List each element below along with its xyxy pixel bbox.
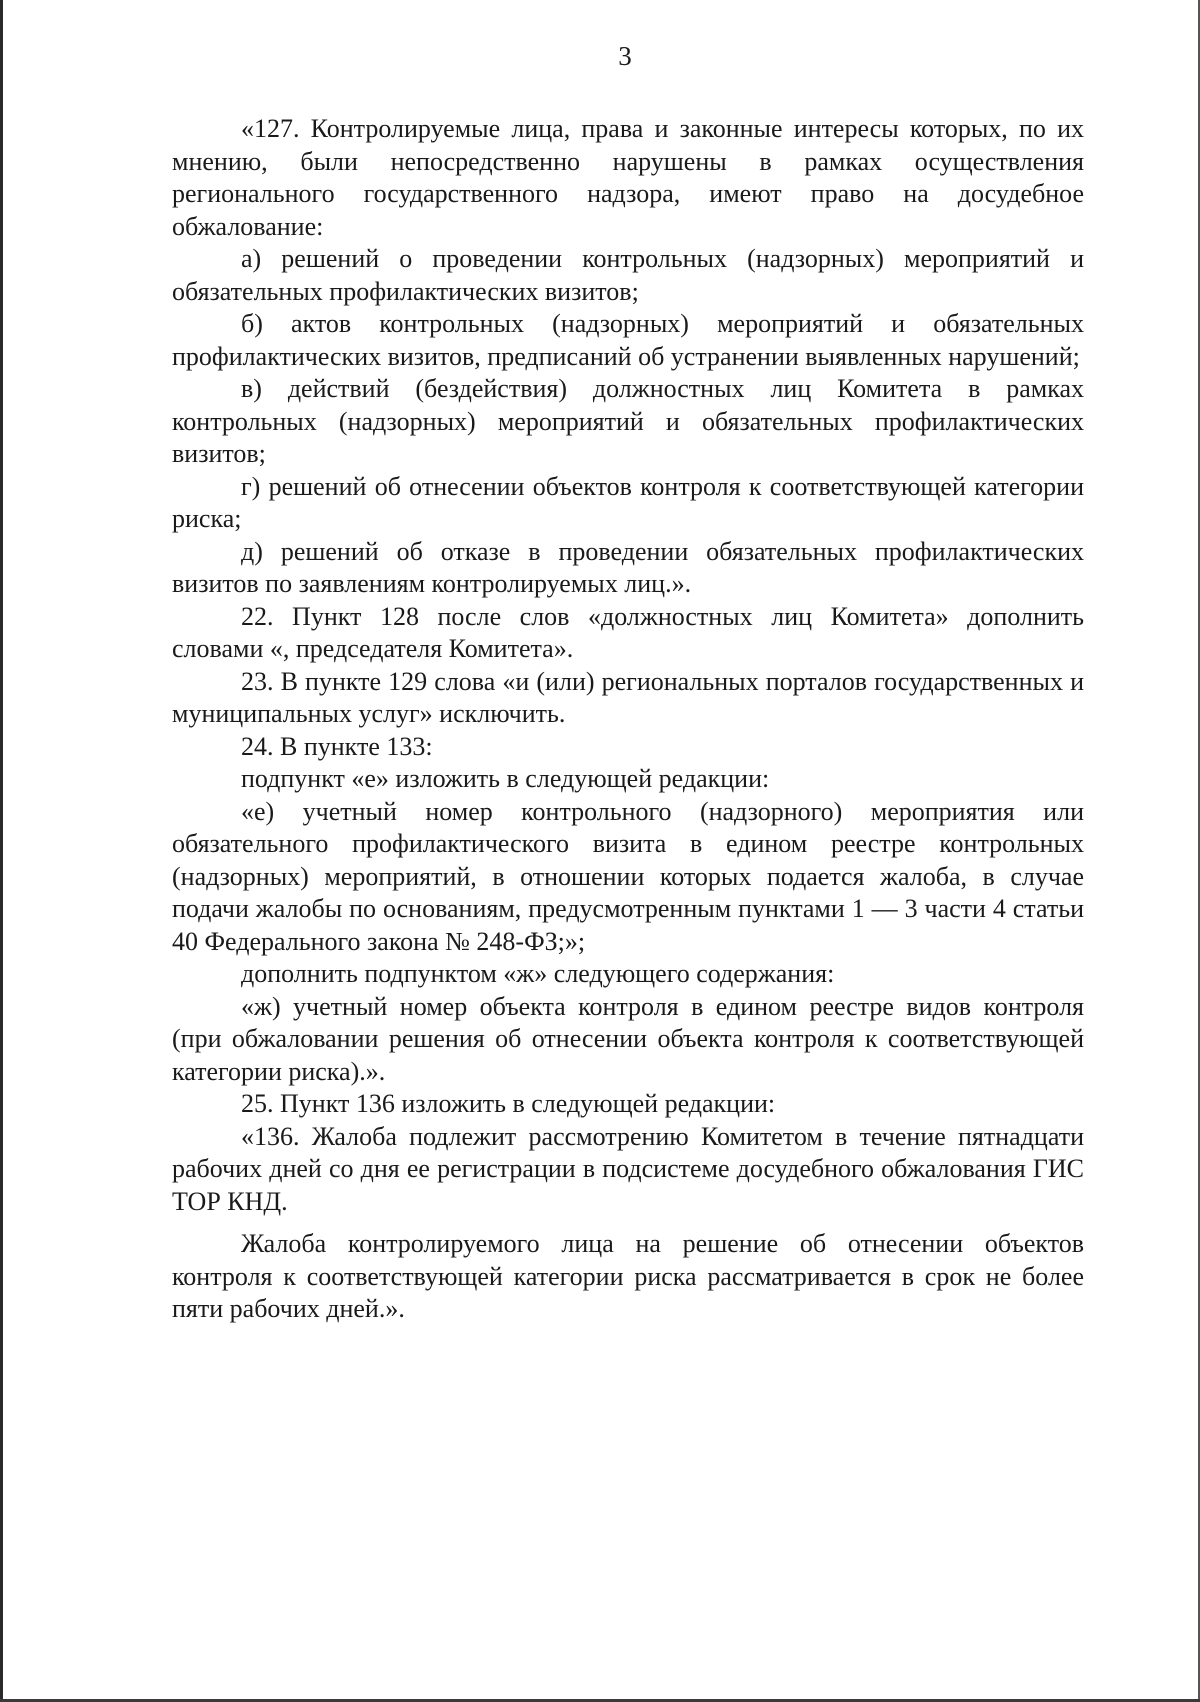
paragraph-24-subitem-e-text: «е) учетный номер контрольного (надзорного) мероприятия или обязательного профилактического визита в едином реестре контрольных (надзорных) мероприятий, в отношении которых подается жалоба, в случае подачи жалобы по основаниям, предусмотренным пунктами 1 — 3 части 4 статьи 40 Федерального закона № 248-ФЗ;»;	[172, 796, 1084, 956]
paragraph-24-subitem-e-intro: подпункт «е» изложить в следующей редакции:	[241, 764, 770, 793]
document-body	[172, 113, 1084, 1326]
page-number: 3	[618, 41, 632, 71]
paragraph-24-subitem-zh-intro: дополнить подпунктом «ж» следующего содержания:	[241, 959, 835, 988]
paragraph-24: 24. В пункте 133:	[241, 731, 433, 761]
paragraph-22: 22. Пункт 128 после слов «должностных лиц Комитета» дополнить словами «, председателя Комитета».	[172, 601, 1084, 663]
paragraph-item-b: б) актов контрольных (надзорных) мероприятий и обязательных профилактических визитов, предписаний об устранении выявленных нарушений;	[172, 309, 1084, 371]
paragraph-136-second: Жалоба контролируемого лица на решение об отнесении объектов контроля к соответствующей категории риска рассматривается в срок не более пяти рабочих дней.».	[172, 1229, 1084, 1323]
paragraph-23: 23. В пункте 129 слова «и (или) региональных порталов государственных и муниципальных услуг» исключить.	[172, 666, 1084, 728]
paragraph-136: «136. Жалоба подлежит рассмотрению Комитетом в течение пятнадцати рабочих дней со дня ее регистрации в подсистеме досудебного обжалования ГИС ТОР КНД.	[172, 1121, 1084, 1216]
scan-edge-left	[0, 0, 3, 1702]
paragraph-24-subitem-zh-text: «ж) учетный номер объекта контроля в едином реестре видов контроля (при обжаловании решения об отнесении объекта контроля к соответствующей категории риска).».	[172, 991, 1084, 1086]
paragraph-item-d: д) решений об отказе в проведении обязательных профилактических визитов по заявлениям контролируемых лиц.».	[172, 536, 1084, 598]
paragraph-item-v: в) действий (бездействия) должностных лиц Комитета в рамках контрольных (надзорных) мероприятий и обязательных профилактических визитов;	[172, 374, 1084, 468]
paragraph-25: 25. Пункт 136 изложить в следующей редакции:	[241, 1089, 776, 1118]
paragraph-127: «127. Контролируемые лица, права и законные интересы которых, по их мнению, были непосредственно нарушены в рамках осуществления регионального государственного надзора, имеют право на досудебное обжалование:	[172, 114, 1084, 241]
paragraph-item-g: г) решений об отнесении объектов контроля к соответствующей категории риска;	[172, 471, 1084, 533]
paragraph-item-a: а) решений о проведении контрольных (надзорных) мероприятий и обязательных профилактических визитов;	[172, 244, 1084, 306]
